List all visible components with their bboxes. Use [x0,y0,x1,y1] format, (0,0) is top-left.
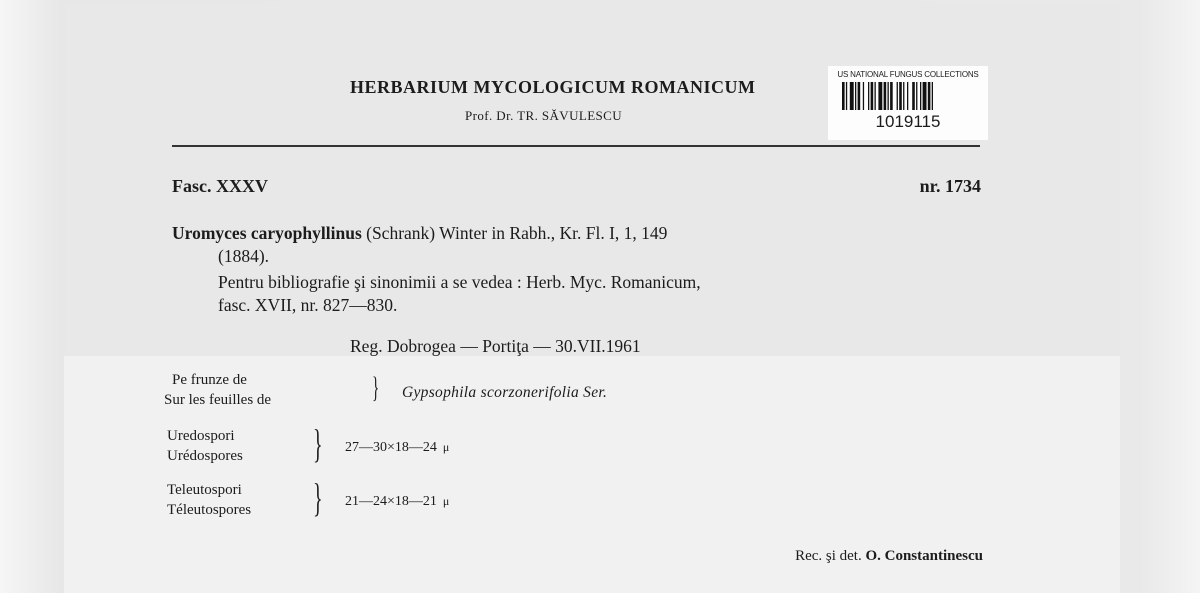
header-rule [172,145,980,147]
bibliography-line-2: fasc. XVII, nr. 827—830. [218,295,398,315]
host-label-ro: Pe frunze de [172,372,247,388]
collector-name: O. Constantinescu [865,548,983,564]
host-name: Gypsophila scorzonerifolia Ser. [402,384,608,401]
uredo-size-line [345,440,449,456]
species-year: (1884). [218,246,270,266]
uredo-unit: μ [442,440,450,454]
teleuto-size-line [345,494,449,510]
uredo-label-ro: Uredospori [167,428,235,444]
species-name: Uromyces caryophyllinus [172,223,362,243]
uredo-brace: } [313,421,323,466]
collector-prefix: Rec. şi det. [795,548,862,564]
teleuto-size: 21—24×18—21 [345,494,437,509]
collector-line [795,548,983,565]
barcode-number: 1019115 [875,112,941,131]
barcode-sticker [828,66,988,140]
teleuto-unit: μ [442,494,450,508]
host-label-fr: Sur les feuilles de [164,392,272,408]
uredo-size: 27—30×18—24 [345,440,437,455]
host-brace: } [372,371,380,404]
fascicle: Fasc. XXXV [172,176,268,196]
barcode-institution: US NATIONAL FUNGUS COLLECTIONS [837,70,979,79]
header-subtitle: Prof. Dr. TR. SĂVULESCU [465,108,623,123]
specimen-number: nr. 1734 [919,176,981,196]
locality: Reg. Dobrogea — Portiţa — 30.VII.1961 [350,336,641,356]
teleuto-label-fr: Téleutospores [167,502,252,518]
species-authority: (Schrank) Winter in Rabh., Kr. Fl. I, 1, 149 [366,223,668,243]
species-line [172,223,667,244]
bibliography-line-1: Pentru bibliografie şi sinonimii a se vedea : Herb. Myc. Romanicum, [218,272,701,292]
teleuto-brace: } [313,475,323,520]
teleuto-label-ro: Teleutospori [167,482,242,498]
header-title: HERBARIUM MYCOLOGICUM ROMANICUM [350,77,756,97]
uredo-label-fr: Urédospores [167,448,243,464]
barcode-icon [842,82,976,110]
